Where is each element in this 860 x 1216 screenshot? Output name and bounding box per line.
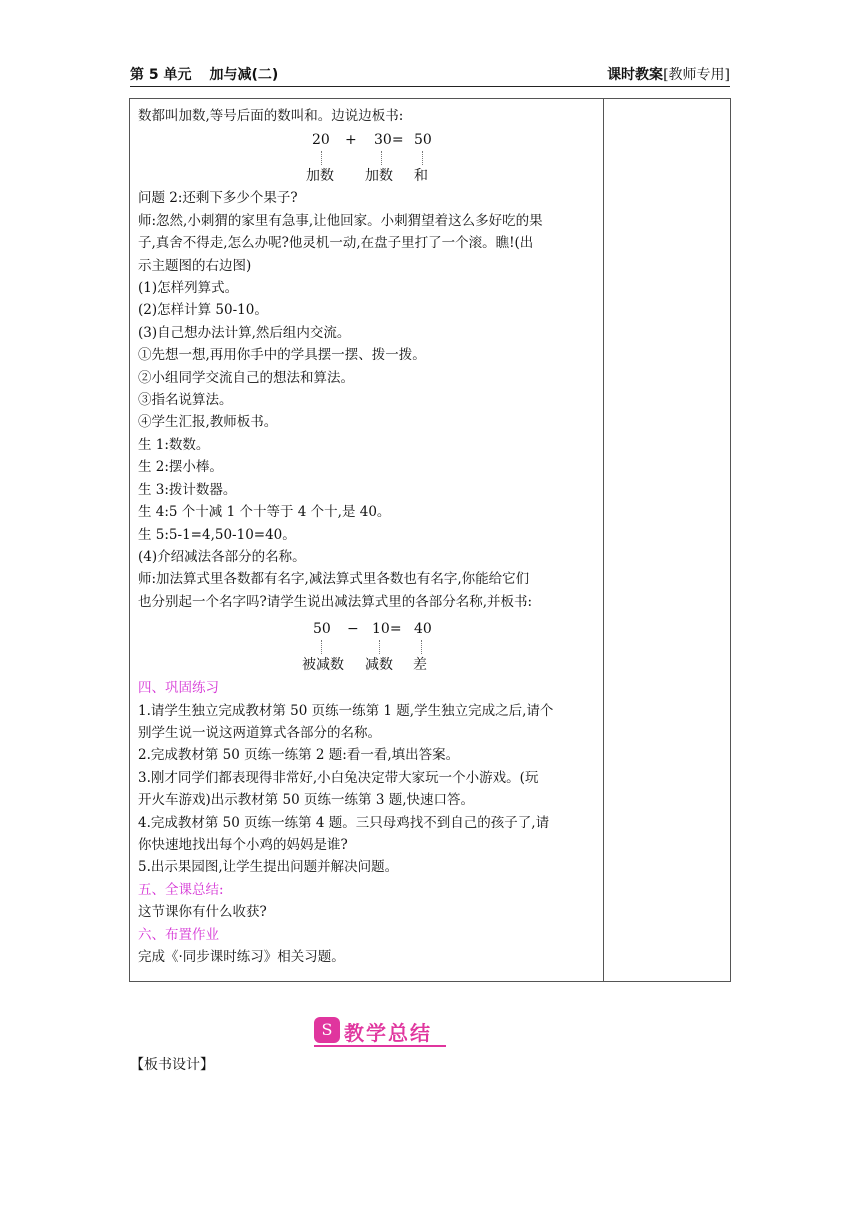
dotted-connector	[381, 151, 382, 165]
eq-sum: 50	[414, 132, 432, 149]
teaching-summary-heading	[314, 1017, 446, 1047]
eq-difference: 40	[414, 621, 432, 638]
text-line: 生 2:摆小棒。	[138, 459, 223, 476]
label-sum: 和	[414, 168, 428, 185]
text-line: ②小组同学交流自己的想法和算法。	[138, 369, 354, 386]
header-unit	[130, 64, 278, 84]
label-addend-1: 加数	[306, 168, 334, 185]
label-minuend: 被减数	[302, 657, 344, 674]
text-line: ①先想一想,再用你手中的学具摆一摆、拨一拨。	[138, 347, 426, 364]
text-line: (2)怎样计算 50-10。	[138, 302, 268, 319]
text-line: 4.完成教材第 50 页练一练第 4 题。三只母鸡找不到自己的孩子了,请	[138, 814, 550, 831]
text-line: 3.刚才同学们都表现得非常好,小白兔决定带大家玩一个小游戏。(玩	[138, 769, 539, 786]
label-subtrahend: 减数	[365, 657, 393, 674]
section-heading-practice: 四、巩固练习	[138, 680, 219, 697]
subtraction-equation	[138, 613, 596, 677]
summary-title-text: 教学总结	[344, 1021, 432, 1045]
text-line: 也分别起一个名字吗?请学生说出减法算式里的各部分名称,并板书:	[138, 593, 533, 610]
lesson-plan-label: 课时教案	[607, 67, 664, 83]
section-heading-summary: 五、全课总结:	[138, 881, 224, 898]
text-line: (4)介绍减法各部分的名称。	[138, 548, 306, 565]
eq-minuend: 50	[313, 621, 331, 638]
eq-addend-2: 30=	[374, 132, 404, 149]
text-line: 问题 2:还剩下多少个果子?	[138, 190, 298, 207]
header-right	[607, 64, 730, 84]
text-line: ④学生汇报,教师板书。	[138, 414, 278, 431]
column-divider	[603, 99, 604, 981]
text-line: 生 1:数数。	[138, 436, 210, 453]
section-heading-homework: 六、布置作业	[138, 926, 219, 943]
text-line: (3)自己想办法计算,然后组内交流。	[138, 324, 351, 341]
text-line: 这节课你有什么收获?	[138, 904, 267, 921]
label-difference: 差	[413, 657, 427, 674]
eq-addend-1: 20	[312, 132, 330, 149]
text-line: 1.请学生独立完成教材第 50 页练一练第 1 题,学生独立完成之后,请个	[138, 702, 554, 719]
dotted-connector	[321, 151, 322, 165]
text-line: 生 5:5-1=4,50-10=40。	[138, 526, 296, 543]
text-line: 数都叫加数,等号后面的数叫和。边说边板书:	[138, 108, 404, 124]
summary-logo-icon: S	[314, 1017, 340, 1043]
label-addend-2: 加数	[365, 168, 393, 185]
addition-equation	[138, 127, 596, 187]
board-design-label: 【板书设计】	[130, 1057, 214, 1073]
text-line: 你快速地找出每个小鸡的妈妈是谁?	[138, 836, 348, 853]
dotted-connector	[379, 640, 380, 654]
text-line: 生 3:拨计数器。	[138, 481, 237, 498]
text-line: 师:忽然,小刺猬的家里有急事,让他回家。小刺猬望着这么多好吃的果	[138, 212, 543, 229]
text-line: 2.完成教材第 50 页练一练第 2 题:看一看,填出答案。	[138, 747, 460, 764]
text-line: 师:加法算式里各数都有名字,减法算式里各数也有名字,你能给它们	[138, 571, 530, 588]
text-line: ③指名说算法。	[138, 392, 233, 409]
text-line: 示主题图的右边图)	[138, 257, 252, 274]
lesson-content	[138, 105, 596, 968]
text-line: 完成《·同步课时练习》相关习题。	[138, 949, 345, 965]
eq-subtrahend: 10=	[372, 621, 402, 638]
unit-number: 第 5 单元	[130, 67, 192, 83]
dotted-connector	[421, 640, 422, 654]
dotted-connector	[422, 151, 423, 165]
eq-plus-sign: +	[345, 132, 357, 149]
eq-minus-sign: −	[347, 621, 359, 638]
text-line: 生 4:5 个十减 1 个十等于 4 个十,是 40。	[138, 504, 391, 521]
summary-underline	[314, 1045, 446, 1047]
text-line: 5.出示果园图,让学生提出问题并解决问题。	[138, 859, 399, 876]
page-header	[130, 64, 730, 87]
lesson-table	[129, 98, 731, 982]
text-line: 子,真舍不得走,怎么办呢?他灵机一动,在盘子里打了一个滚。瞧!(出	[138, 235, 534, 252]
teacher-tag: [教师专用]	[663, 67, 730, 83]
unit-title: 加与减(二)	[209, 67, 279, 83]
dotted-connector	[321, 640, 322, 654]
text-line: 开火车游戏)出示教材第 50 页练一练第 3 题,快速口答。	[138, 792, 474, 809]
text-line: 别学生说一说这两道算式各部分的名称。	[138, 724, 381, 741]
text-line: (1)怎样列算式。	[138, 280, 239, 297]
